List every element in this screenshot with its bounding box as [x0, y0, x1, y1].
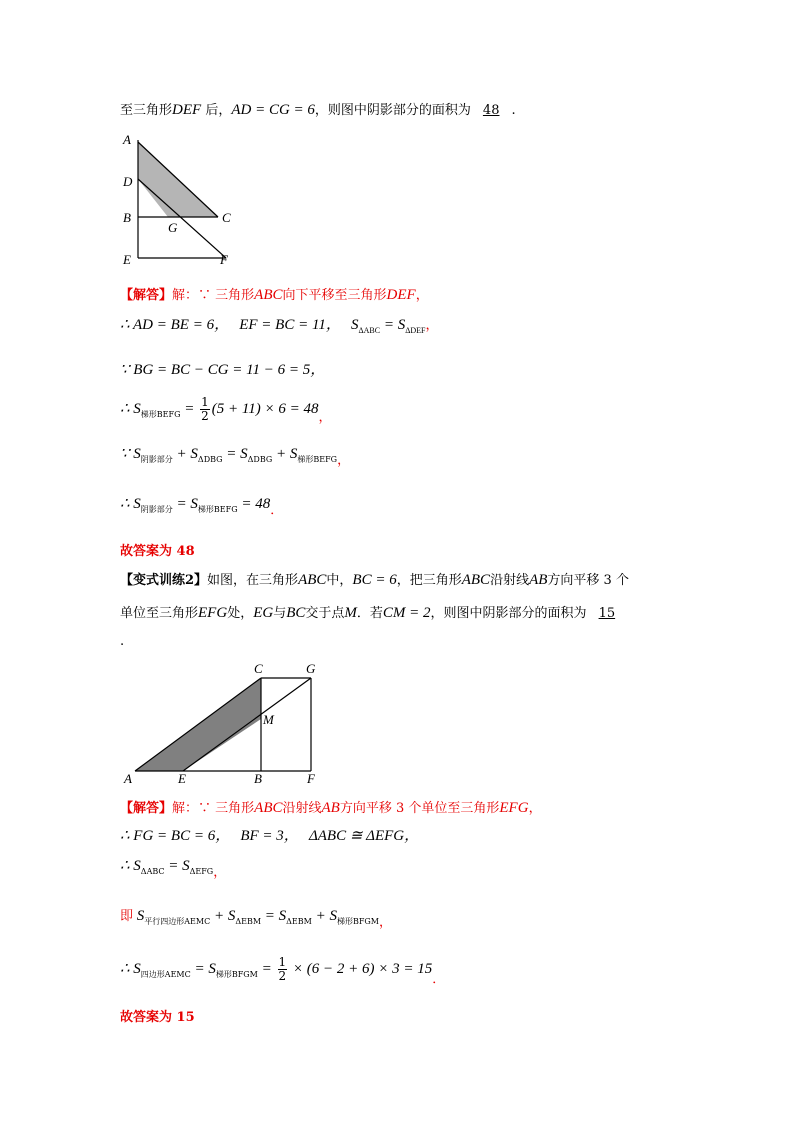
- math: EF = BC = 11，: [239, 317, 341, 333]
- label-G: G: [306, 661, 316, 676]
- solution-2-line-1: [120, 826, 419, 847]
- numerator: 1: [278, 955, 287, 969]
- text: 交于点: [305, 606, 345, 621]
- question-2-end: .: [120, 634, 125, 649]
- subscript: ΔEBM: [286, 917, 312, 926]
- math: ∵ BG = BC − CG = 11 − 6 = 5，: [120, 362, 326, 378]
- text: 解：∵ 三角形: [172, 288, 255, 303]
- math: ΔABC ≅ ΔEFG，: [308, 828, 420, 844]
- label-M: M: [263, 712, 274, 727]
- text: 单位至三角形: [120, 606, 199, 621]
- text: 与: [273, 606, 287, 621]
- text: = S: [190, 961, 216, 977]
- text: = S: [172, 496, 198, 512]
- subscript: 阴影部分: [140, 455, 173, 464]
- math: ∴ AD = BE = 6，: [120, 317, 230, 333]
- text: ，: [337, 453, 351, 468]
- text: ∴ S: [120, 858, 141, 874]
- figure-2: [120, 660, 330, 785]
- text: ．若: [356, 606, 383, 621]
- solution-tag: 【解答】: [120, 801, 173, 816]
- math: DEF: [386, 287, 416, 303]
- subscript: 梯形BEFG: [197, 505, 238, 514]
- text: 解：∵ 三角形: [172, 801, 255, 816]
- text: = S: [380, 317, 406, 333]
- subscript: ΔDEF: [405, 326, 426, 335]
- math: EG: [253, 605, 274, 621]
- math-eq: AD = CG = 6: [231, 102, 315, 118]
- text: (5 + 11) × 6 = 48: [211, 401, 319, 417]
- text: ．: [432, 972, 446, 987]
- text: × (6 − 2 + 6) × 3 = 15: [289, 961, 433, 977]
- fraction: [278, 956, 288, 983]
- solution-1-line-2: [120, 360, 325, 381]
- subscript: 梯形BFGM: [336, 917, 379, 926]
- math: BF = 3，: [240, 828, 299, 844]
- text: ，则图中阴影部分的面积为: [314, 103, 471, 118]
- text: 方向平移 3 个单位至三角形: [339, 801, 500, 816]
- math: AB: [529, 572, 548, 588]
- label-C: C: [222, 210, 231, 225]
- text: ∴ S: [120, 401, 141, 417]
- text: ，: [378, 915, 392, 930]
- text: ，: [415, 288, 429, 303]
- math: AB: [321, 800, 340, 816]
- text: =: [257, 961, 276, 977]
- text: ，: [425, 318, 439, 333]
- text: S: [133, 908, 145, 924]
- text: .: [511, 103, 516, 118]
- text: ．: [270, 503, 284, 518]
- numerator: 1: [201, 395, 209, 409]
- problem-continuation: [120, 100, 516, 121]
- label-A: A: [123, 132, 131, 147]
- solution-1-line-4: [120, 444, 350, 471]
- answer-line-2: 故答案为 15: [120, 1010, 195, 1025]
- solution-1-line-3: [120, 396, 332, 425]
- subscript: 梯形BEFG: [297, 455, 338, 464]
- math: BC: [286, 605, 306, 621]
- math: EFG: [198, 605, 228, 621]
- math: [351, 317, 425, 333]
- label-G: G: [168, 220, 178, 235]
- text: 沿射线: [282, 801, 322, 816]
- text: 中，: [326, 573, 353, 588]
- math: ABC: [254, 287, 283, 303]
- text: ，: [318, 410, 332, 425]
- label-E: E: [178, 771, 186, 785]
- subscript: 梯形BEFG: [140, 410, 181, 419]
- subscript: ΔDBG: [197, 455, 223, 464]
- question-2-line-1: [120, 570, 629, 591]
- subscript: ΔEFG: [189, 867, 214, 876]
- text: ∴ S: [120, 496, 141, 512]
- math: EFG: [499, 800, 529, 816]
- label-E: E: [123, 252, 131, 267]
- text: 沿射线: [490, 573, 530, 588]
- text: = 48: [237, 496, 271, 512]
- text: 如图，在三角形: [207, 573, 299, 588]
- solution-2-line-4: [120, 956, 445, 987]
- text: 即: [120, 909, 134, 924]
- solution-2-header: [120, 798, 542, 819]
- text: ，把三角形: [396, 573, 462, 588]
- label-C: C: [254, 661, 263, 676]
- subscript: 四边形AEMC: [140, 970, 191, 979]
- subscript: 平行四边形AEMC: [144, 917, 211, 926]
- answer-line-1: 故答案为 48: [120, 544, 195, 559]
- math: BC = 6: [352, 572, 397, 588]
- math: ABC: [298, 572, 327, 588]
- question-tag: 【变式训练2】: [120, 573, 208, 588]
- label-D: D: [123, 174, 133, 189]
- fraction: [200, 396, 210, 423]
- text: + S: [311, 908, 337, 924]
- text: 后，: [201, 103, 232, 118]
- label-F: F: [307, 771, 315, 785]
- subscript: ΔABC: [140, 867, 165, 876]
- subscript: ΔABC: [358, 326, 381, 335]
- label-A: A: [124, 771, 132, 785]
- subscript: 阴影部分: [140, 505, 173, 514]
- text: = S: [164, 858, 190, 874]
- denominator: 2: [201, 409, 209, 423]
- text: =: [180, 401, 199, 417]
- text: + S: [172, 446, 198, 462]
- math: ABC: [254, 800, 283, 816]
- math: M: [344, 605, 357, 621]
- figure-1: [118, 130, 248, 270]
- math: ABC: [461, 572, 491, 588]
- solution-1-line-5: [120, 494, 283, 521]
- solution-2-line-3: [120, 906, 392, 933]
- solution-tag: 【解答】: [120, 288, 173, 303]
- text: = S: [261, 908, 287, 924]
- solution-2-line-2: [120, 856, 226, 883]
- text: = S: [222, 446, 248, 462]
- solution-1-header: [120, 285, 429, 306]
- text: S: [351, 317, 359, 333]
- text: ，: [213, 865, 227, 880]
- text: ，: [528, 801, 542, 816]
- text: + S: [210, 908, 236, 924]
- answer-blank: 15: [598, 606, 616, 621]
- subscript: ΔEBM: [235, 917, 262, 926]
- subscript: 梯形BFGM: [215, 970, 258, 979]
- text: 至三角形: [120, 103, 173, 118]
- text: 向下平移至三角形: [282, 288, 387, 303]
- text: 处，: [227, 606, 254, 621]
- denominator: 2: [278, 969, 287, 983]
- subscript: ΔDBG: [247, 455, 273, 464]
- question-2-line-2: [120, 603, 621, 624]
- text: ∵ S: [120, 446, 141, 462]
- text: + S: [272, 446, 298, 462]
- math: ∴ FG = BC = 6，: [120, 828, 231, 844]
- label-F: F: [220, 252, 228, 267]
- solution-1-line-1: [120, 315, 439, 341]
- label-B: B: [123, 210, 131, 225]
- answer-blank: 48: [482, 103, 500, 118]
- math: CM = 2: [382, 605, 431, 621]
- text: ，则图中阴影部分的面积为: [430, 606, 587, 621]
- text: ∴ S: [120, 961, 141, 977]
- math-def: DEF: [172, 102, 202, 118]
- text: 方向平移 3 个: [547, 573, 629, 588]
- label-B: B: [254, 771, 262, 785]
